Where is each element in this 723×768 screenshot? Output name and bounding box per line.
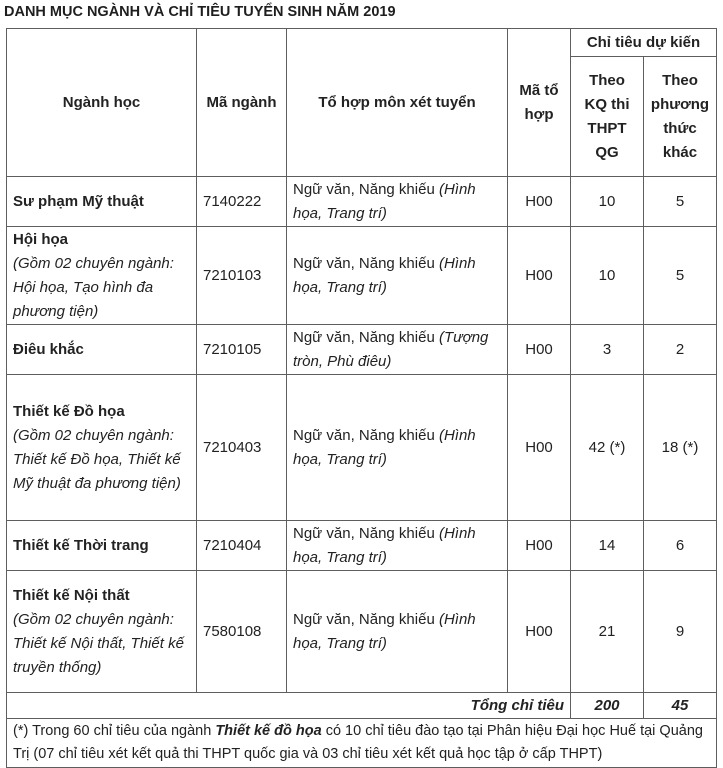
subject-combo: Ngữ văn, Năng khiếu (Hình họa, Trang trí) [287, 571, 508, 693]
major-name: Hội họa [13, 230, 68, 248]
subject-combo: Ngữ văn, Năng khiếu (Hình họa, Trang trí) [287, 177, 508, 227]
header-quota-group: Chỉ tiêu dự kiến [571, 29, 717, 57]
quota-other: 5 [644, 227, 717, 325]
combo-code: H00 [508, 521, 571, 571]
table-row [7, 227, 717, 325]
major-name: Điêu khắc [13, 340, 84, 358]
major-code: 7210103 [197, 227, 287, 325]
quota-other: 2 [644, 325, 717, 375]
header-combo-code: Mã tổ hợp [508, 29, 571, 177]
quota-other: 9 [644, 571, 717, 693]
quota-other: 6 [644, 521, 717, 571]
total-thpt: 200 [571, 693, 644, 719]
quota-thpt: 10 [571, 227, 644, 325]
major-specializations: (Gồm 02 chuyên ngành: Thiết kế Nội thất, Thiết kế truyền thống) [13, 610, 184, 676]
quota-thpt: 14 [571, 521, 644, 571]
subject-combo: Ngữ văn, Năng khiếu (Hình họa, Trang trí) [287, 521, 508, 571]
table-row [7, 177, 717, 227]
header-quota-thpt: Theo KQ thi THPT QG [571, 57, 644, 177]
combo-code: H00 [508, 375, 571, 521]
table-row [7, 325, 717, 375]
quota-thpt: 21 [571, 571, 644, 693]
admission-table [6, 28, 717, 768]
subject-combo: Ngữ văn, Năng khiếu (Tượng tròn, Phù điêu) [287, 325, 508, 375]
major-name: Sư phạm Mỹ thuật [13, 192, 144, 210]
footnote: (*) Trong 60 chỉ tiêu của ngành Thiết kế đồ họa có 10 chỉ tiêu đào tạo tại Phân hiệu Đại học Huế tại Quảng Trị (07 chỉ tiêu xét kết quả thi THPT quốc gia và 03 chỉ tiêu xét kết quả học tập ở cấp THPT) [7, 719, 717, 768]
page-title: DANH MỤC NGÀNH VÀ CHỈ TIÊU TUYỂN SINH NĂM 2019 [4, 4, 396, 20]
table-row [7, 375, 717, 521]
note-row [7, 719, 717, 768]
header-code: Mã ngành [197, 29, 287, 177]
total-other: 45 [644, 693, 717, 719]
total-label: Tổng chỉ tiêu [7, 693, 571, 719]
table-row [7, 521, 717, 571]
table-row [7, 571, 717, 693]
subject-combo: Ngữ văn, Năng khiếu (Hình họa, Trang trí) [287, 375, 508, 521]
header-quota-other: Theo phương thức khác [644, 57, 717, 177]
major-code: 7210105 [197, 325, 287, 375]
major-name: Thiết kế Thời trang [13, 536, 149, 554]
header-major: Ngành học [7, 29, 197, 177]
quota-thpt: 3 [571, 325, 644, 375]
subject-combo: Ngữ văn, Năng khiếu (Hình họa, Trang trí) [287, 227, 508, 325]
quota-thpt: 42 (*) [571, 375, 644, 521]
combo-code: H00 [508, 227, 571, 325]
major-name: Thiết kế Đồ họa [13, 402, 125, 420]
total-row [7, 693, 717, 719]
major-code: 7580108 [197, 571, 287, 693]
quota-other: 18 (*) [644, 375, 717, 521]
quota-thpt: 10 [571, 177, 644, 227]
major-specializations: (Gồm 02 chuyên ngành: Thiết kế Đồ họa, Thiết kế Mỹ thuật đa phương tiện) [13, 426, 181, 492]
combo-code: H00 [508, 325, 571, 375]
major-code: 7210403 [197, 375, 287, 521]
header-subjects: Tổ hợp môn xét tuyển [287, 29, 508, 177]
major-code: 7140222 [197, 177, 287, 227]
major-specializations: (Gồm 02 chuyên ngành: Hội họa, Tạo hình đa phương tiện) [13, 254, 174, 320]
major-name: Thiết kế Nội thất [13, 586, 130, 604]
combo-code: H00 [508, 571, 571, 693]
major-code: 7210404 [197, 521, 287, 571]
quota-other: 5 [644, 177, 717, 227]
combo-code: H00 [508, 177, 571, 227]
